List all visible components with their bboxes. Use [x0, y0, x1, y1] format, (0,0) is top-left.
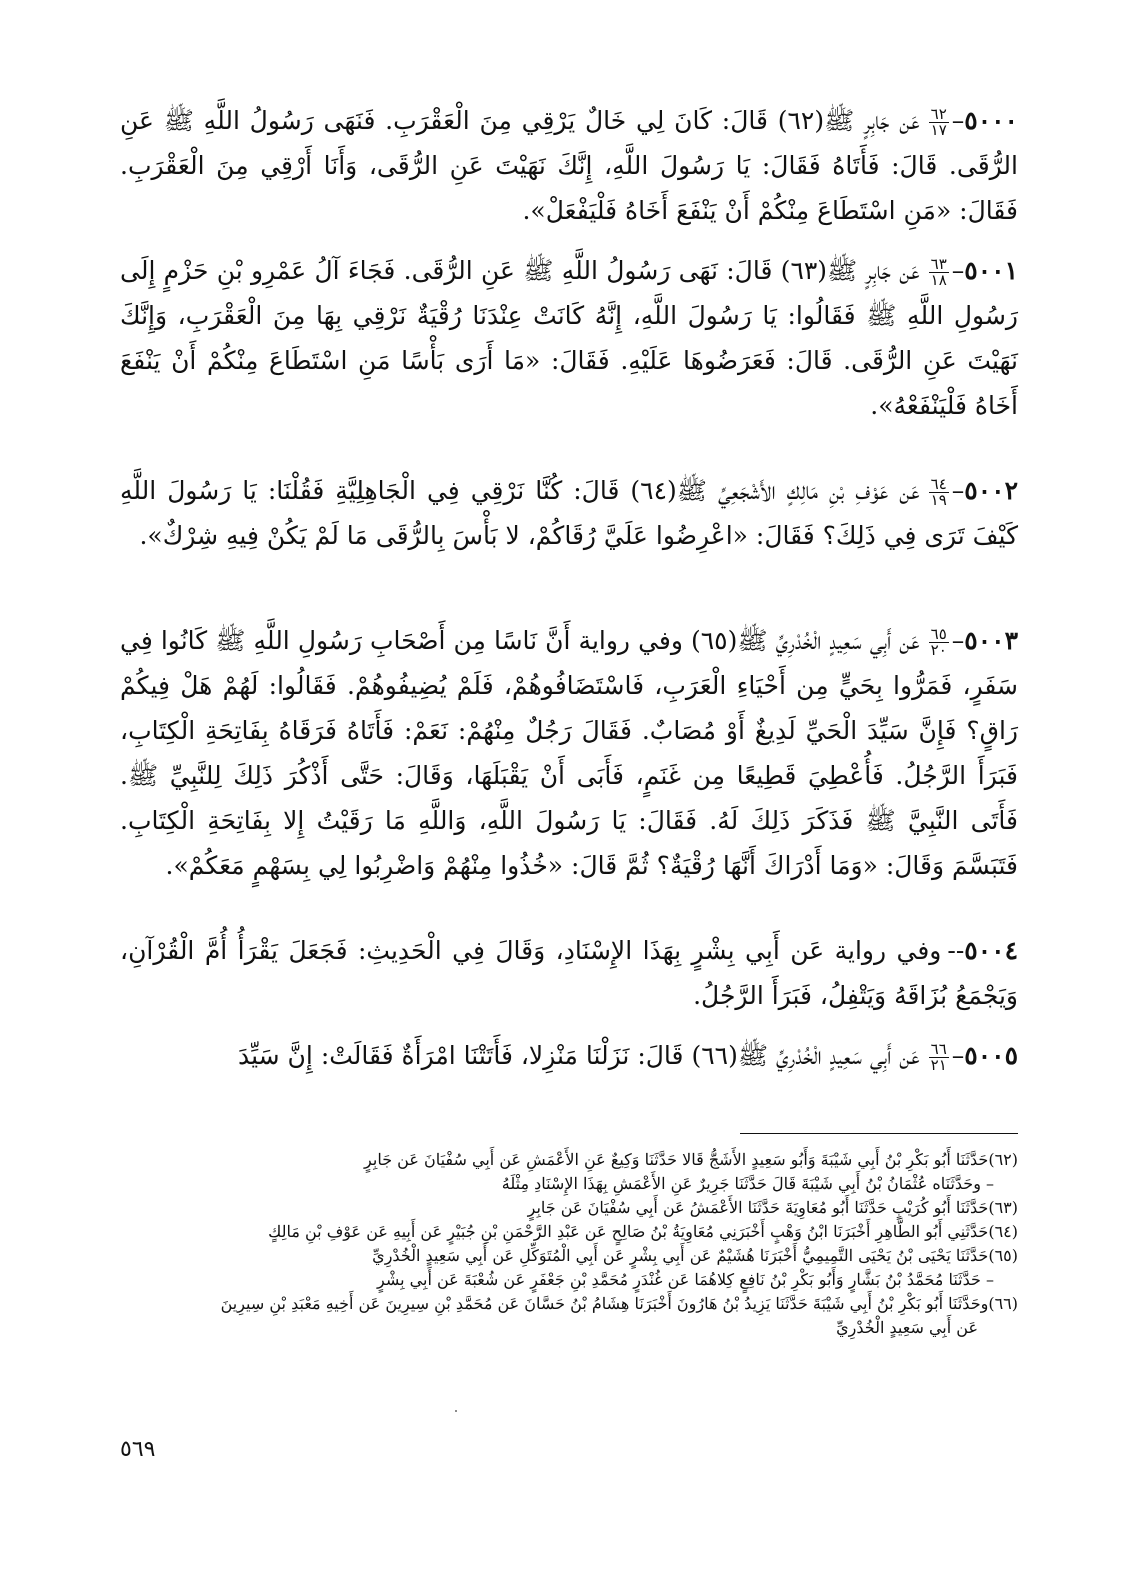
page-number: ٥٦٩ — [120, 1437, 156, 1462]
cross-reference-bottom: ١٨ — [930, 271, 947, 289]
hadith-5000 — [120, 98, 1018, 233]
footnote-separator — [740, 1133, 1018, 1134]
hadith-number: ٥٠٠٢ — [964, 476, 1019, 505]
cross-reference-bottom: ٢٠ — [930, 641, 947, 659]
footnote-65: (٦٥)حَدَّثَنَا يَحْيَى بْنُ يَحْيَى التَّمِيمِيُّ أَخْبَرَنَا هُشَيْمٌ عَن أَبِي بِشْرٍ عَن أَبِي الْمُتَوَكِّلِ عَن أَبِي سَعِيدٍ الْخُدْرِيِّ — [372, 1246, 1018, 1265]
hadith-5002 — [120, 468, 1018, 558]
cross-reference — [929, 107, 949, 138]
cross-reference — [929, 1042, 949, 1073]
hadith-text: عَن عَوْفِ بْنِ مَالِكٍ الأَشْجَعِيِّ ﷺ(٦٤) قَالَ: كُنَّا نَرْقِي فِي الْجَاهِلِيَّةِ فَقُلْنَا: يَا رَسُولَ اللَّهِ كَيْفَ تَرَى فِي ذَلِكَ؟ فَقَالَ: «اعْرِضُوا عَلَيَّ رُقَاكُمْ، لا بَأْسَ بِالرُّقَى مَا لَمْ يَكُنْ فِيهِ شِرْكٌ». — [120, 476, 1018, 550]
hadith-dash: – — [951, 476, 965, 505]
footnotes — [120, 1148, 1018, 1340]
hadith-text: عَن جَابِرٍ ﷺ(٦٢) قَالَ: كَانَ لِي خَالٌ يَرْقِي مِنَ الْعَقْرَبِ. فَنَهَى رَسُولُ اللَّهِ ﷺ عَنِ الرُّقَى. قَالَ: فَأَتَاهُ فَقَالَ: يَا رَسُولَ اللَّهِ، إِنَّكَ نَهَيْتَ عَنِ الرُّقَى، وَأَنَا أَرْقِي مِنَ الْعَقْرَبِ. فَقَالَ: «مَنِ اسْتَطَاعَ مِنْكُمْ أَنْ يَنْفَعَ أَخَاهُ فَلْيَفْعَلْ». — [120, 106, 1018, 225]
hadith-5005 — [120, 1033, 1018, 1078]
hadith-text: عَن أَبِي سَعِيدٍ الْخُدْرِيِّ ﷺ(٦٥) وفي رواية أَنَّ نَاسًا مِن أَصْحَابِ رَسُولِ اللَّهِ ﷺ كَانُوا فِي سَفَرٍ، فَمَرُّوا بِحَيٍّ مِن أَحْيَاءِ الْعَرَبِ، فَاسْتَضَافُوهُمْ، فَلَمْ يُضِيفُوهُمْ. فَقَالُوا: لَهُمْ هَلْ فِيكُمْ رَاقٍ؟ فَإِنَّ سَيِّدَ الْحَيِّ لَدِيغٌ أَوْ مُصَابٌ. فَقَالَ رَجُلٌ مِنْهُمْ: نَعَمْ: فَأَتَاهُ فَرَقَاهُ بِفَاتِحَةِ الْكِتَابِ، فَبَرَأَ الرَّجُلُ. فَأُعْطِيَ قَطِيعًا مِن غَنَمٍ، فَأَبَى أَنْ يَقْبَلَهَا، وَقَالَ: حَتَّى أَذْكُرَ ذَلِكَ لِلنَّبِيِّ ﷺ. فَأَتَى النَّبِيَّ ﷺ فَذَكَرَ ذَلِكَ لَهُ. فَقَالَ: يَا رَسُولَ اللَّهِ، وَاللَّهِ مَا رَقَيْتُ إِلا بِفَاتِحَةِ الْكِتَابِ. فَتَبَسَّمَ وَقَالَ: «وَمَا أَدْرَاكَ أَنَّهَا رُقْيَةٌ؟ ثُمَّ قَالَ: «خُذُوا مِنْهُمْ وَاضْرِبُوا لِي بِسَهْمٍ مَعَكُمْ». — [120, 626, 1018, 880]
cross-reference-top: ٦٦ — [930, 1040, 947, 1058]
hadith-number: ٥٠٠١ — [964, 256, 1018, 285]
cross-reference — [929, 627, 949, 658]
hadith-text: عَن جَابِرٍ ﷺ(٦٣) قَالَ: نَهَى رَسُولُ اللَّهِ ﷺ عَنِ الرُّقَى. فَجَاءَ آلُ عَمْرِو بْنِ حَزْمٍ إِلَى رَسُولِ اللَّهِ ﷺ فَقَالُوا: يَا رَسُولَ اللَّهِ، إِنَّهُ كَانَتْ عِنْدَنَا رُقْيَةٌ نَرْقِي بِهَا مِنَ الْعَقْرَبِ، وَإِنَّكَ نَهَيْتَ عَنِ الرُّقَى. قَالَ: فَعَرَضُوهَا عَلَيْهِ. فَقَالَ: «مَا أَرَى بَأْسًا مَنِ اسْتَطَاعَ مِنْكُمْ أَنْ يَنْفَعَ أَخَاهُ فَلْيَنْفَعْهُ». — [120, 256, 1018, 420]
hadith-dash: – — [951, 256, 965, 285]
hadith-5003 — [120, 618, 1018, 888]
cross-reference — [929, 477, 949, 508]
cross-reference-top: ٦٣ — [930, 255, 947, 273]
footnote-66: (٦٦)وحَدَّثَنَا أَبُو بَكْرِ بْنُ أَبِي شَيْبَةَ حَدَّثَنَا يَزِيدُ بْنُ هَارُونَ أَخْبَرَنَا هِشَامُ بْنُ حَسَّانَ عَن مُحَمَّدِ بْنِ سِيرِينَ عَن أَخِيهِ مَعْبَدِ بْنِ سِيرِينَ — [220, 1294, 1018, 1313]
cross-reference-bottom: ١٩ — [930, 491, 947, 509]
hadith-dash: – — [951, 626, 965, 655]
footnote-62: (٦٢)حَدَّثَنَا أَبُو بَكْرِ بْنُ أَبِي شَيْبَةَ وَأَبُو سَعِيدٍ الأَشَجُّ قَالا حَدَّثَنَا وَكِيعٌ عَنِ الأَعْمَشِ عَن أَبِي سُفْيَانَ عَن جَابِرٍ — [364, 1150, 1018, 1169]
hadith-text: عَن أَبِي سَعِيدٍ الْخُدْرِيِّ ﷺ(٦٦) قَالَ: نَزَلْنَا مَنْزِلا، فَأَتَتْنَا امْرَأَةٌ فَقَالَتْ: إِنَّ سَيِّدَ — [238, 1041, 920, 1070]
scan-speck — [455, 1410, 457, 1412]
hadith-dash: – — [951, 1041, 965, 1070]
cross-reference — [929, 257, 949, 288]
hadith-5004 — [120, 928, 1018, 1018]
hadith-5001 — [120, 248, 1018, 428]
cross-reference-top: ٦٤ — [930, 475, 947, 493]
cross-reference-top: ٦٥ — [930, 625, 947, 643]
hadith-text: وفي رواية عَن أَبِي بِشْرٍ بِهَذَا الإِسْنَادِ، وَقَالَ فِي الْحَدِيثِ: فَجَعَلَ يَقْرَأُ أُمَّ الْقُرْآنِ، وَيَجْمَعُ بُزَاقَهُ وَيَتْفِلُ، فَبَرَأَ الرَّجُلُ. — [120, 936, 1018, 1010]
cross-reference-bottom: ٢١ — [930, 1056, 947, 1074]
hadith-number: ٥٠٠٠ — [964, 106, 1018, 135]
footnote-65-continued: – حَدَّثَنَا مُحَمَّدُ بْنُ بَشَّارٍ وَأَبُو بَكْرِ بْنُ نَافِعٍ كِلاهُمَا عَن غُنْدَرٍ مُحَمَّدِ بْنِ جَعْفَرٍ عَن شُعْبَةَ عَن أَبِي بِشْرٍ — [377, 1270, 994, 1289]
hadith-number: ٥٠٠٣ — [964, 626, 1019, 655]
hadith-dash: -- — [947, 936, 965, 965]
footnote-63: (٦٣)حَدَّثَنَا أَبُو كُرَيْبٍ حَدَّثَنَا أَبُو مُعَاوِيَةَ حَدَّثَنَا الأَعْمَشُ عَن أَبِي سُفْيَانَ عَن جَابِرٍ — [527, 1198, 1018, 1217]
hadith-number: ٥٠٠٥ — [964, 1041, 1018, 1070]
cross-reference-top: ٦٢ — [930, 105, 947, 123]
footnote-62-continued: – وحَدَّثَنَاه عُثْمَانُ بْنُ أَبِي شَيْبَةَ قَالَ حَدَّثَنَا جَرِيرٌ عَنِ الأَعْمَشِ بِهَذَا الإِسْنَادِ مِثْلَهُ — [501, 1174, 994, 1193]
hadith-number: ٥٠٠٤ — [964, 936, 1018, 965]
cross-reference-bottom: ١٧ — [930, 121, 947, 139]
hadith-dash: – — [951, 106, 965, 135]
footnote-66-continued: عَن أَبِي سَعِيدٍ الْخُدْرِيِّ — [836, 1318, 978, 1337]
footnote-64: (٦٤)حَدَّثَنِي أَبُو الطَّاهِرِ أَخْبَرَنَا ابْنُ وَهْبٍ أَخْبَرَنِي مُعَاوِيَةُ بْنُ صَالِحٍ عَن عَبْدِ الرَّحْمَنِ بْنِ جُبَيْرٍ عَن أَبِيهِ عَن عَوْفِ بْنِ مَالِكٍ — [268, 1222, 1018, 1241]
